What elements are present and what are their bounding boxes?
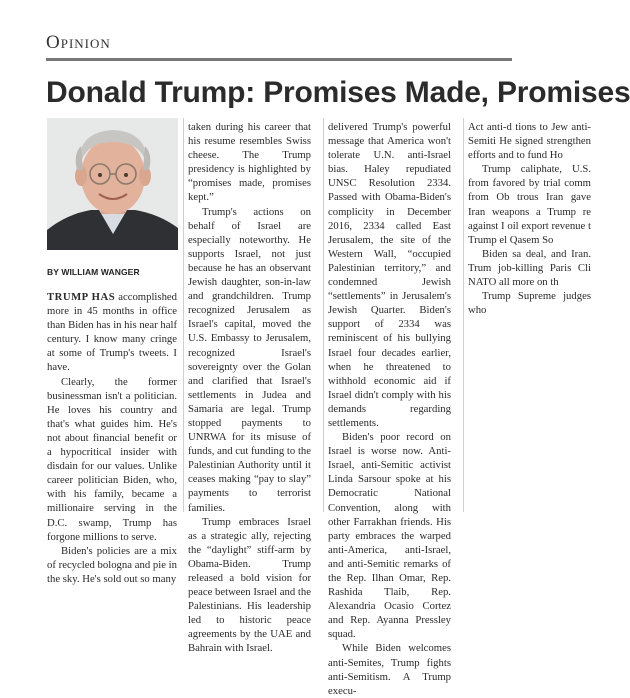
lead-caps: TRUMP HAS (47, 291, 116, 303)
article-column-1 (47, 290, 177, 585)
paragraph: taken during his career that his resume resembles Swiss cheese. The Trump presidency is highlighted by “promises made, promises kept.” (188, 121, 311, 204)
paragraph: Clearly, the former businessman isn't a politician. He loves his country and that's what guides him. He's not about financial benefit or a hypocritical insider with disdain for our values. Unlike career politician Biden, who, with his family, became a millionaire serving in the D.C. swamp, Trump has forgone millions to serve. (47, 375, 177, 543)
paragraph: Trump caliphate, U.S. from favored by trial comm from Ob trous Iran gave Iran weapons a Trump re against I oil export revenue t Trump el Qasem So (468, 163, 591, 246)
paragraph: While Biden welcomes anti-Semites, Trump fights anti-Semitism. A Trump execu- (328, 642, 451, 697)
paragraph-text: accomplished more in 45 months in office than Biden has in his near half century. I know many cringe at some of Trump's tweets. I have. (47, 291, 177, 374)
author-portrait-image (47, 118, 178, 250)
paragraph: Biden's policies are a mix of recycled bologna and pie in the sky. He's sold out so many (47, 544, 177, 585)
column-divider (183, 118, 184, 512)
column-divider (463, 118, 464, 512)
article-column-3 (328, 120, 451, 697)
section-title: Opinion (46, 32, 111, 53)
byline: BY WILLIAM WANGER (47, 267, 140, 277)
paragraph: Trump Supreme judges who (468, 290, 591, 317)
section-rule (46, 58, 512, 61)
author-photo (47, 118, 178, 250)
paragraph: Act anti-d tions to Jew anti-Semiti He signed strengthen efforts and to fund Ho (468, 121, 591, 162)
article-column-4 (468, 120, 591, 512)
paragraph: Trump embraces Israel as a strategic ally, rejecting the “daylight” stiff-arm by Obama-Biden. Trump released a bold vision for peace between Israel and the Palestinians. His leadership led to historic peace agreements by the UAE and Bahrain with Israel. (188, 515, 311, 655)
headline: Donald Trump: Promises Made, Promises (46, 76, 630, 109)
article-column-2 (188, 120, 311, 655)
paragraph: Biden sa deal, and Iran. Trum job-killing Paris Cli NATO all more on th (468, 247, 591, 289)
paragraph (47, 290, 177, 375)
paragraph: Biden's poor record on Israel is worse now. Anti-Israel, anti-Semitic activist Linda Sarsour spoke at his Democratic National Convention, along with other Farrakhan friends. His party embraces the warped anti-America, anti-Israel, and anti-Semitic remarks of the Rep. Ilhan Omar, Rep. Rashida Tlaib, Rep. Alexandria Ocasio Cortez and Rep. Ayanna Pressley squad. (328, 431, 451, 641)
paragraph: Trump's actions on behalf of Israel are especially noteworthy. He supports Israel, not just because he has an observant Jewish daughter, son-in-law and grandchildren. Trump recognized Jerusalem as Israel's capital, moved the U.S. Embassy to Jerusalem, recognized Israel's sovereignty over the Golan and clarified that Israel's settlements in Judea and Samaria are legal. Trump stopped payments to UNRWA for its misuse of funds, and cut funding to the Palestinian Authority until it ceases making “pay to slay” payments to terrorist families. (188, 205, 311, 514)
paragraph: delivered Trump's powerful message that America won't tolerate U.N. anti-Israel bias. Haley repudiated UNSC Resolution 2334. Passed with Obama-Biden's complicity in December 2016, 2334 called East Jerusalem, the site of the Western Wall, “occupied Palestinian territory,” and condemned Jewish “settlements” in Jerusalem's Jewish Quarter. Biden's support of 2334 was reminiscent of his bullying Israel four decades earlier, when he threatened to withhold economic aid if Israel didn't comply with his demands regarding settlements. (328, 121, 451, 429)
column-divider (323, 118, 324, 512)
